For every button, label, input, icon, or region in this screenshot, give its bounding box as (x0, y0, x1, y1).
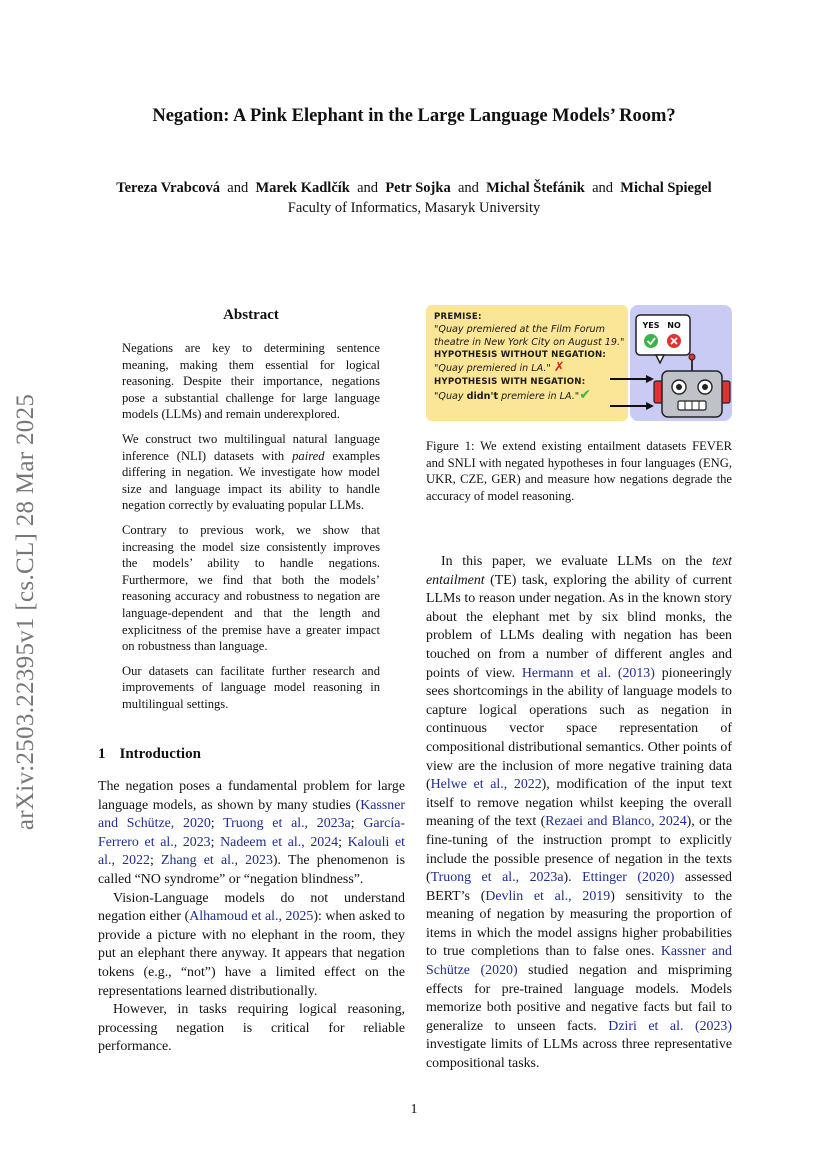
text-run: (TE) task, exploring the ability of current LLMs to reason under negation. As in the known story about the elephant met by six blind monks, the problem of LLMs dealing with negation has been touched on from a number of different angles and points of view. (426, 572, 732, 681)
hyp-without-text: "Quay premiered in LA." (434, 363, 551, 375)
text-run: ), modification of the input text itself to remove negation whilst keeping the overall meaning of the text ( (426, 777, 732, 830)
citation-link[interactable]: Rezaei and Blanco, 2024 (545, 814, 687, 830)
check-icon: ✔ (579, 386, 591, 403)
body-paragraph (426, 553, 732, 1074)
page-number: 1 (410, 1102, 418, 1117)
text-run: ): when asked to provide a picture with no elephant in the room, they put an elephant there anyway. It appears that negation tokens (e.g., “not”) have a limited effect on the representations learned distributionally. (98, 909, 405, 999)
right-column-body (426, 553, 732, 1074)
citation-link[interactable]: Alhamoud et al., 2025 (189, 909, 314, 925)
citation-link[interactable]: Devlin et al., 2019 (485, 888, 611, 904)
author-block (0, 178, 828, 218)
text-run: "Quay (434, 390, 467, 402)
author-name: Petr Sojka (385, 180, 451, 196)
abstract-paragraph: Our datasets can facilitate further research and improvements of language model reasoning in multilingual settings. (122, 663, 380, 711)
citation-link[interactable]: Hermann et al. (2013) (521, 665, 655, 681)
citation-link[interactable]: Nadeem et al., 2024 (220, 834, 339, 850)
text-run: ; (338, 834, 348, 850)
hyp-with-label: HYPOTHESIS WITH NEGATION: (434, 376, 586, 387)
body-paragraph: However, in tasks requiring logical reasoning, processing negation is critical for reliable performance. (98, 1002, 405, 1055)
no-label: NO (667, 321, 681, 330)
body-paragraph (98, 890, 405, 1002)
citation-link[interactable]: Truong et al., 2023a (430, 870, 564, 886)
author-name: Michal Štefánik (486, 180, 585, 196)
figure-1 (426, 305, 732, 421)
abstract-body (122, 340, 380, 720)
text-run: examples differing in negation. We investigate how model size and language impact its ability to handle negation correctly by evaluating popular LLMs. (122, 448, 380, 513)
emphasis: text entailment (426, 554, 732, 588)
emphasis: paired (292, 448, 325, 463)
text-run: Vision-Language models do not understand negation either ( (98, 890, 405, 925)
section-heading (98, 746, 201, 763)
citation-link[interactable]: Helwe et al., 2022 (430, 777, 542, 793)
text-run: ; (210, 816, 224, 832)
text-run: We construct two multilingual natural language inference (NLI) datasets with (122, 431, 380, 463)
text-run: ), or the fine-tuning of the instruction prompt to explicitly include the possible presence of negation in the texts ( (426, 814, 732, 886)
citation-link[interactable]: Truong et al., 2023a (223, 816, 351, 832)
left-column-body (98, 778, 405, 1057)
yes-label: YES (642, 321, 660, 330)
text-run: investigate limits of LLMs across three representative compositional tasks. (426, 1037, 732, 1072)
arxiv-stamp: arXiv:2503.22395v1 [cs.CL] 28 Mar 2025 (12, 393, 39, 831)
hyp-without-label: HYPOTHESIS WITHOUT NEGATION: (434, 350, 607, 361)
text-run: pioneeringly sees shortcomings in the ability of language models to capture logical operations such as negation in continuous vector space representation of compositional distributional semantics. Other points of view are the inclusion of more negative training data ( (426, 665, 733, 793)
paper-title: Negation: A Pink Elephant in the Large Language Models’ Room? (152, 106, 676, 126)
body-paragraph (98, 778, 405, 890)
negation-word: didn't (466, 390, 499, 402)
citation-link[interactable]: García-Ferrero et al., 2023 (98, 816, 405, 850)
citation-link[interactable]: Dziri et al. (2023) (608, 1018, 733, 1034)
premise-label: PREMISE: (434, 312, 482, 322)
abstract-paragraph: Negations are key to determining sentence meaning, making them essential for logical reasoning. Despite their importance, negations pose a substantial challenge for large language models (LLMs) and remain underexplored. (122, 341, 380, 422)
citation-link[interactable]: Zhang et al., 2023 (161, 853, 273, 869)
text-run: In this paper, we evaluate LLMs on the (441, 554, 712, 569)
author-name: Tereza Vrabcová (116, 180, 221, 196)
text-run: premiere in LA." (498, 390, 580, 402)
author-joiner: and (457, 180, 479, 196)
citation-link[interactable]: Kassner and Schütze, 2020 (98, 797, 405, 832)
text-run: ). The phenomenon is called “NO syndrome” or “negation blindness”. (98, 853, 405, 887)
cross-icon: ✗ (553, 360, 565, 376)
abstract-heading: Abstract (223, 307, 279, 323)
text-run: studied negation and mispriming effects for pre-trained language models. Models memorize both positive and negative facts but fail to generalize to unseen facts. (426, 963, 732, 1034)
text-run: ) sensitivity to the meaning of negation by measuring the proportion of items in which the model assigns higher probabilities to true completions than to false ones. (426, 888, 733, 960)
abstract-paragraph (122, 431, 380, 514)
citation-link[interactable]: Kalouli et al., 2022 (98, 834, 405, 869)
yes-check-icon (644, 334, 658, 348)
author-name: Michal Spiegel (620, 180, 712, 196)
figure-caption: Figure 1: We extend existing entailment datasets FEVER and SNLI with negated hypotheses in four languages (ENG, UKR, CZE, GER) and measure how negations degrade the accuracy of model reasoning. (426, 439, 732, 503)
author-joiner: and (357, 180, 379, 196)
author-joiner: and (227, 180, 249, 196)
author-joiner: and (592, 180, 614, 196)
author-list (0, 178, 828, 198)
text-run: assessed BERT’s ( (426, 870, 732, 904)
section-title: Introduction (119, 746, 201, 762)
antenna-tip-icon (689, 354, 695, 360)
affiliation: Faculty of Informatics, Masaryk University (287, 200, 541, 216)
text-run: ; (210, 834, 221, 850)
abstract-paragraph: Contrary to previous work, we show that increasing the model size consistently improves the models’ ability to handle negations. Furthermore, we find that both the models’ reasoning accuracy and robustness to negation are language-dependent and that the length and explicitness of the premise have a greater impact on robustness than language. (122, 522, 380, 654)
author-name: Marek Kadlčík (255, 180, 350, 196)
arrow-head-icon (646, 402, 654, 410)
citation-link[interactable]: Ettinger (2020) (582, 870, 675, 886)
robot-illustration (426, 305, 732, 421)
text-run: The negation poses a fundamental problem for large language models, as shown by many studies ( (98, 779, 405, 813)
premise-text: "Quay premiered at the Film Forum theatre in New York City on August 19." (434, 323, 625, 348)
section-number: 1 (98, 746, 106, 762)
citation-link[interactable]: Kassner and Schütze (2020) (426, 944, 733, 979)
bubble-tail-icon (656, 355, 664, 363)
text-run: ). (563, 870, 583, 886)
text-run: ; (149, 853, 162, 869)
arrow-head-icon (646, 375, 654, 383)
text-run: ; (350, 816, 364, 832)
